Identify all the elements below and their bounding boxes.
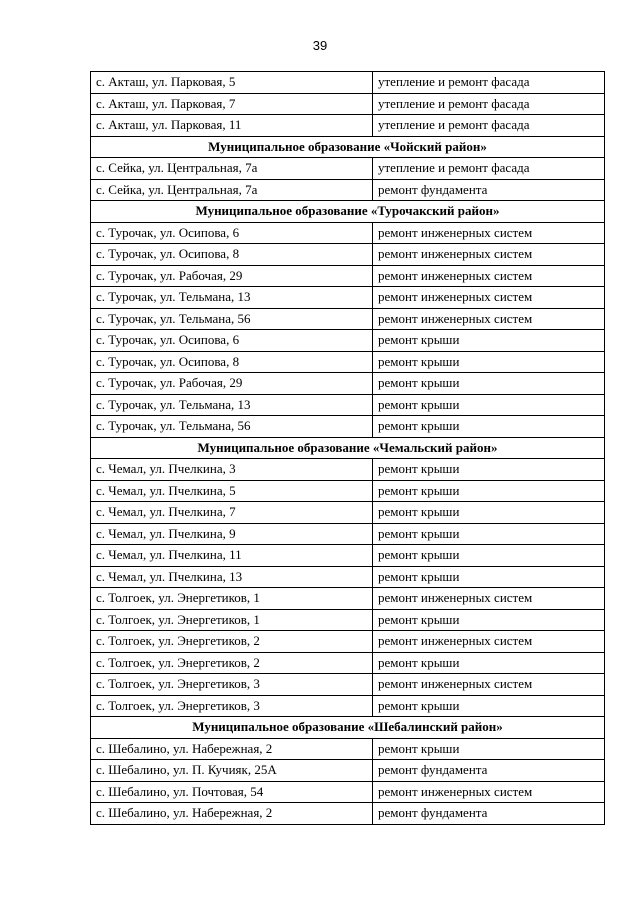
address-cell: с. Чемал, ул. Пчелкина, 7	[91, 502, 373, 524]
work-type-cell: ремонт крыши	[373, 523, 605, 545]
table-row	[91, 308, 605, 330]
table-row	[91, 803, 605, 825]
table-row	[91, 459, 605, 481]
table-row	[91, 394, 605, 416]
address-cell: с. Турочак, ул. Осипова, 8	[91, 351, 373, 373]
address-cell: с. Толгоек, ул. Энергетиков, 3	[91, 695, 373, 717]
address-cell: с. Чемал, ул. Пчелкина, 3	[91, 459, 373, 481]
address-cell: с. Толгоек, ул. Энергетиков, 3	[91, 674, 373, 696]
table-row	[91, 244, 605, 266]
address-cell: с. Турочак, ул. Осипова, 8	[91, 244, 373, 266]
address-cell: с. Шебалино, ул. Набережная, 2	[91, 738, 373, 760]
address-cell: с. Шебалино, ул. П. Кучияк, 25А	[91, 760, 373, 782]
work-type-cell: ремонт крыши	[373, 480, 605, 502]
address-cell: с. Толгоек, ул. Энергетиков, 1	[91, 609, 373, 631]
work-type-cell: ремонт фундамента	[373, 760, 605, 782]
address-cell: с. Турочак, ул. Тельмана, 13	[91, 394, 373, 416]
address-cell: с. Сейка, ул. Центральная, 7а	[91, 179, 373, 201]
table-row	[91, 523, 605, 545]
table-row	[91, 416, 605, 438]
work-type-cell: утепление и ремонт фасада	[373, 72, 605, 94]
section-heading-row	[91, 136, 605, 158]
table-row	[91, 502, 605, 524]
table-row	[91, 480, 605, 502]
section-heading: Муниципальное образование «Чойский район»	[91, 136, 605, 158]
work-type-cell: ремонт крыши	[373, 502, 605, 524]
work-type-cell: ремонт крыши	[373, 545, 605, 567]
work-type-cell: ремонт инженерных систем	[373, 287, 605, 309]
table-row	[91, 93, 605, 115]
section-heading: Муниципальное образование «Шебалинский район»	[91, 717, 605, 739]
address-cell: с. Чемал, ул. Пчелкина, 9	[91, 523, 373, 545]
address-cell: с. Шебалино, ул. Набережная, 2	[91, 803, 373, 825]
works-table-body	[91, 72, 605, 825]
work-type-cell: ремонт инженерных систем	[373, 781, 605, 803]
address-cell: с. Сейка, ул. Центральная, 7а	[91, 158, 373, 180]
work-type-cell: утепление и ремонт фасада	[373, 115, 605, 137]
table-row	[91, 158, 605, 180]
address-cell: с. Акташ, ул. Парковая, 7	[91, 93, 373, 115]
address-cell: с. Толгоек, ул. Энергетиков, 2	[91, 631, 373, 653]
table-row	[91, 631, 605, 653]
address-cell: с. Шебалино, ул. Почтовая, 54	[91, 781, 373, 803]
work-type-cell: ремонт крыши	[373, 459, 605, 481]
section-heading: Муниципальное образование «Турочакский район»	[91, 201, 605, 223]
section-heading-row	[91, 437, 605, 459]
work-type-cell: ремонт крыши	[373, 373, 605, 395]
work-type-cell: ремонт крыши	[373, 738, 605, 760]
work-type-cell: ремонт инженерных систем	[373, 588, 605, 610]
work-type-cell: ремонт инженерных систем	[373, 308, 605, 330]
work-type-cell: ремонт крыши	[373, 609, 605, 631]
table-row	[91, 72, 605, 94]
section-heading-row	[91, 717, 605, 739]
work-type-cell: ремонт инженерных систем	[373, 222, 605, 244]
address-cell: с. Турочак, ул. Тельмана, 56	[91, 308, 373, 330]
work-type-cell: ремонт инженерных систем	[373, 674, 605, 696]
address-cell: с. Турочак, ул. Тельмана, 56	[91, 416, 373, 438]
table-row	[91, 545, 605, 567]
work-type-cell: ремонт крыши	[373, 652, 605, 674]
address-cell: с. Чемал, ул. Пчелкина, 5	[91, 480, 373, 502]
address-cell: с. Акташ, ул. Парковая, 5	[91, 72, 373, 94]
work-type-cell: утепление и ремонт фасада	[373, 93, 605, 115]
table-row	[91, 330, 605, 352]
work-type-cell: ремонт крыши	[373, 394, 605, 416]
work-type-cell: ремонт фундамента	[373, 179, 605, 201]
table-row	[91, 652, 605, 674]
address-cell: с. Чемал, ул. Пчелкина, 11	[91, 545, 373, 567]
work-type-cell: ремонт инженерных систем	[373, 244, 605, 266]
table-row	[91, 674, 605, 696]
work-type-cell: ремонт инженерных систем	[373, 265, 605, 287]
table-row	[91, 265, 605, 287]
address-cell: с. Толгоек, ул. Энергетиков, 1	[91, 588, 373, 610]
table-row	[91, 566, 605, 588]
table-row	[91, 695, 605, 717]
works-table	[90, 71, 605, 825]
address-cell: с. Акташ, ул. Парковая, 11	[91, 115, 373, 137]
table-row	[91, 115, 605, 137]
table-row	[91, 781, 605, 803]
work-type-cell: ремонт инженерных систем	[373, 631, 605, 653]
work-type-cell: ремонт крыши	[373, 330, 605, 352]
address-cell: с. Турочак, ул. Тельмана, 13	[91, 287, 373, 309]
address-cell: с. Турочак, ул. Рабочая, 29	[91, 265, 373, 287]
table-row	[91, 373, 605, 395]
work-type-cell: ремонт фундамента	[373, 803, 605, 825]
table-row	[91, 609, 605, 631]
work-type-cell: ремонт крыши	[373, 695, 605, 717]
work-type-cell: ремонт крыши	[373, 416, 605, 438]
table-row	[91, 222, 605, 244]
table-row	[91, 179, 605, 201]
table-row	[91, 351, 605, 373]
address-cell: с. Турочак, ул. Осипова, 6	[91, 222, 373, 244]
table-row	[91, 588, 605, 610]
work-type-cell: утепление и ремонт фасада	[373, 158, 605, 180]
address-cell: с. Чемал, ул. Пчелкина, 13	[91, 566, 373, 588]
work-type-cell: ремонт крыши	[373, 566, 605, 588]
work-type-cell: ремонт крыши	[373, 351, 605, 373]
address-cell: с. Турочак, ул. Осипова, 6	[91, 330, 373, 352]
works-table-container	[90, 71, 598, 825]
table-row	[91, 738, 605, 760]
section-heading: Муниципальное образование «Чемальский район»	[91, 437, 605, 459]
address-cell: с. Турочак, ул. Рабочая, 29	[91, 373, 373, 395]
page-number: 39	[312, 38, 328, 53]
address-cell: с. Толгоек, ул. Энергетиков, 2	[91, 652, 373, 674]
table-row	[91, 760, 605, 782]
section-heading-row	[91, 201, 605, 223]
table-row	[91, 287, 605, 309]
